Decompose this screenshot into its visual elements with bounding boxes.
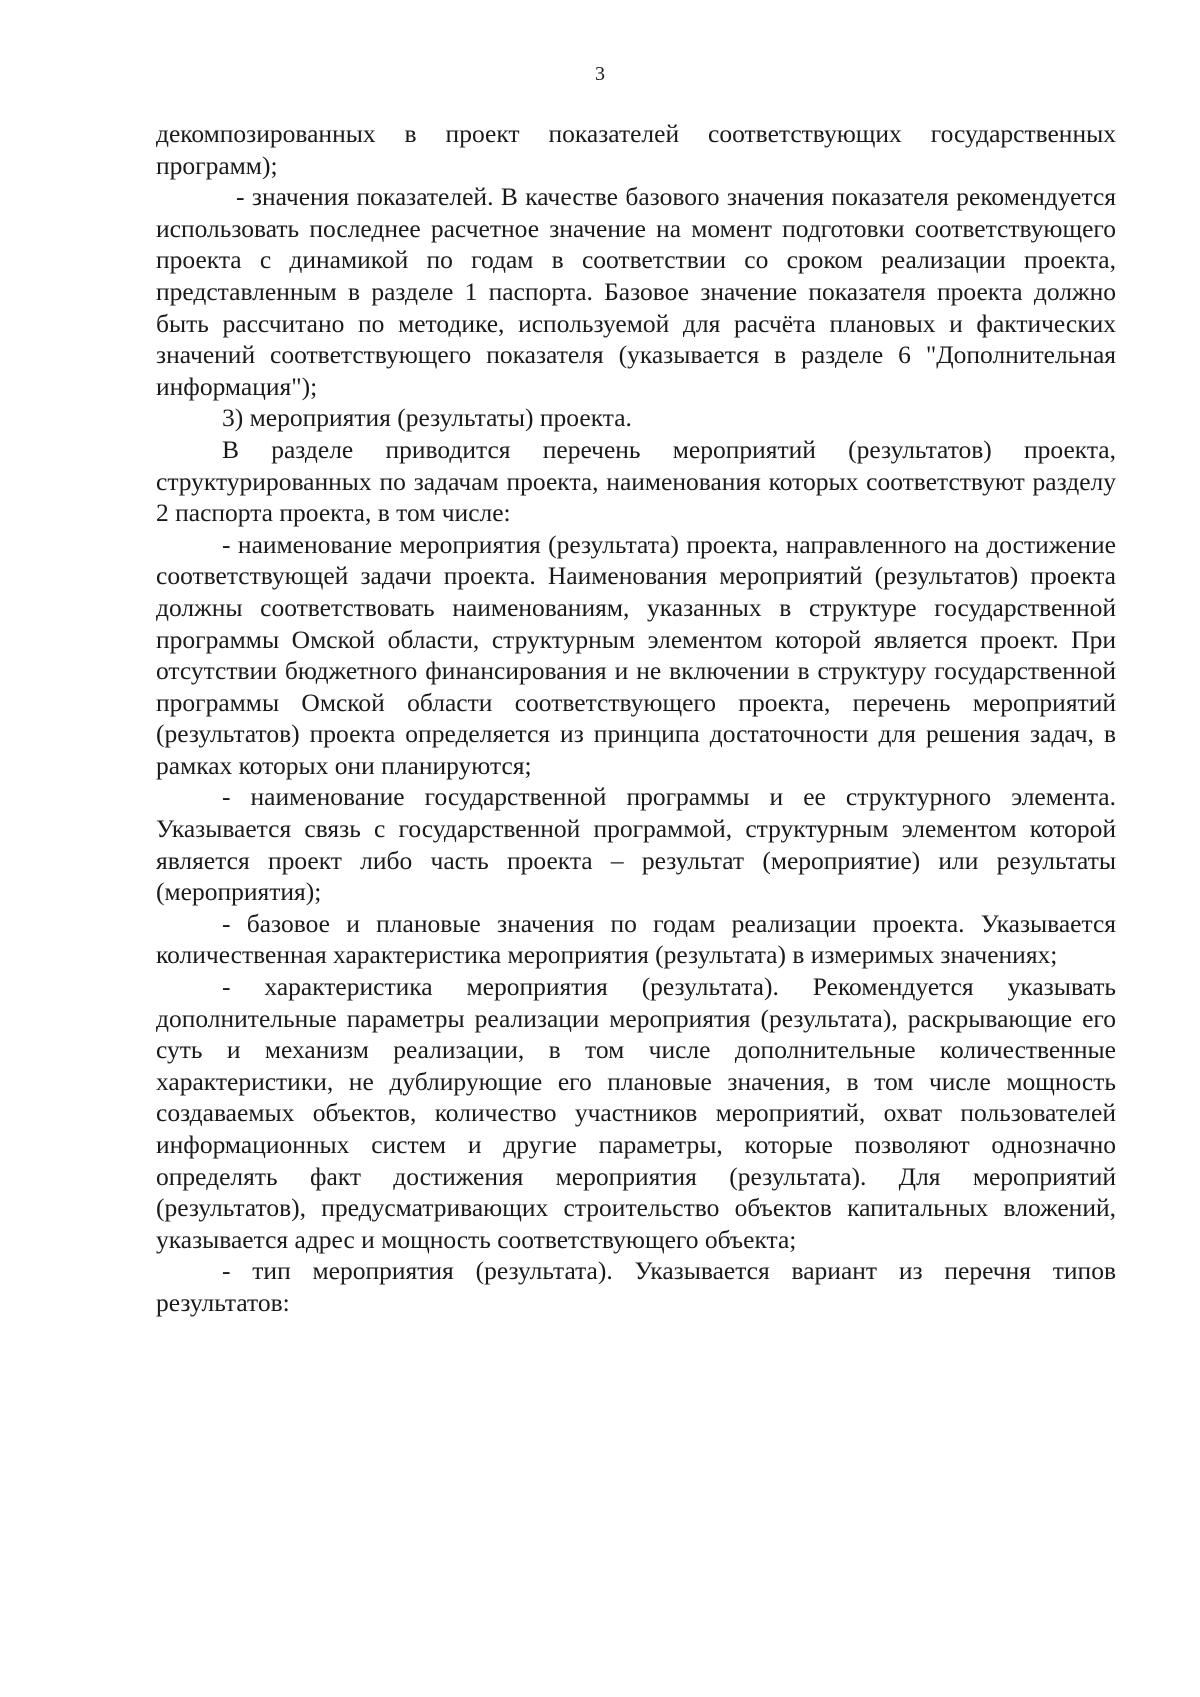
paragraph-event-type: - тип мероприятия (результата). Указывается вариант из перечня типов результатов: xyxy=(156,1256,1116,1317)
paragraph-indicator-values: - значения показателей. В качестве базового значения показателя рекомендуется использовать последнее расчетное значение на момент подготовки соответствующего проекта с динамикой по годам в соответствии со сроком реализации проекта, представленным в разделе 1 паспорта. Базовое значение показателя проекта должно быть рассчитано по методике, используемой для расчёта плановых и фактических значений соответствующего показателя (указывается в разделе 6 "Дополнительная информация"); xyxy=(156,182,1116,401)
paragraph-event-name: - наименование мероприятия (результата) проекта, направленного на достижение соответствующей задачи проекта. Наименования мероприятий (результатов) проекта должны соответствовать наименованиям, указанных в структуре государственной программы Омской области, структурным элементом которой является проект. При отсутствии бюджетного финансирования и не включении в структуру государственной программы Омской области соответствующего проекта, перечень мероприятий (результатов) проекта определяется из принципа достаточности для решения задач, в рамках которых они планируются; xyxy=(156,529,1116,780)
paragraph-section-heading: 3) мероприятия (результаты) проекта. xyxy=(222,403,632,433)
paragraph-base-values: - базовое и плановые значения по годам реализации проекта. Указывается количественная характеристика мероприятия (результата) в измеримых значениях; xyxy=(156,908,1116,970)
paragraph-program-name: - наименование государственной программы и ее структурного элемента. Указывается связь с государственной программой, структурным элементом которой является проект либо часть проекта – результат (мероприятие) или результаты (мероприятия); xyxy=(156,782,1116,907)
paragraph-continuation: декомпозированных в проект показателей соответствующих государственных программ); xyxy=(156,119,1116,180)
paragraph-section-intro: В разделе приводится перечень мероприятий (результатов) проекта, структурированных по задачам проекта, наименования которых соответствуют разделу 2 паспорта проекта, в том числе: xyxy=(156,434,1116,528)
page-number: 3 xyxy=(595,63,605,85)
document-body xyxy=(156,118,1116,1319)
paragraph-event-characteristic: - характеристика мероприятия (результата). Рекомендуется указывать дополнительные параметры реализации мероприятия (результата), раскрывающие его суть и механизм реализации, в том числе дополнительные количественные характеристики, не дублирующие его плановые значения, в том числе мощность создаваемых объектов, количество участников мероприятий, охват пользователей информационных систем и другие параметры, которые позволяют однозначно определять факт достижения мероприятия (результата). Для мероприятий (результатов), предусматривающих строительство объектов капитальных вложений, указывается адрес и мощность соответствующего объекта; xyxy=(156,972,1116,1254)
